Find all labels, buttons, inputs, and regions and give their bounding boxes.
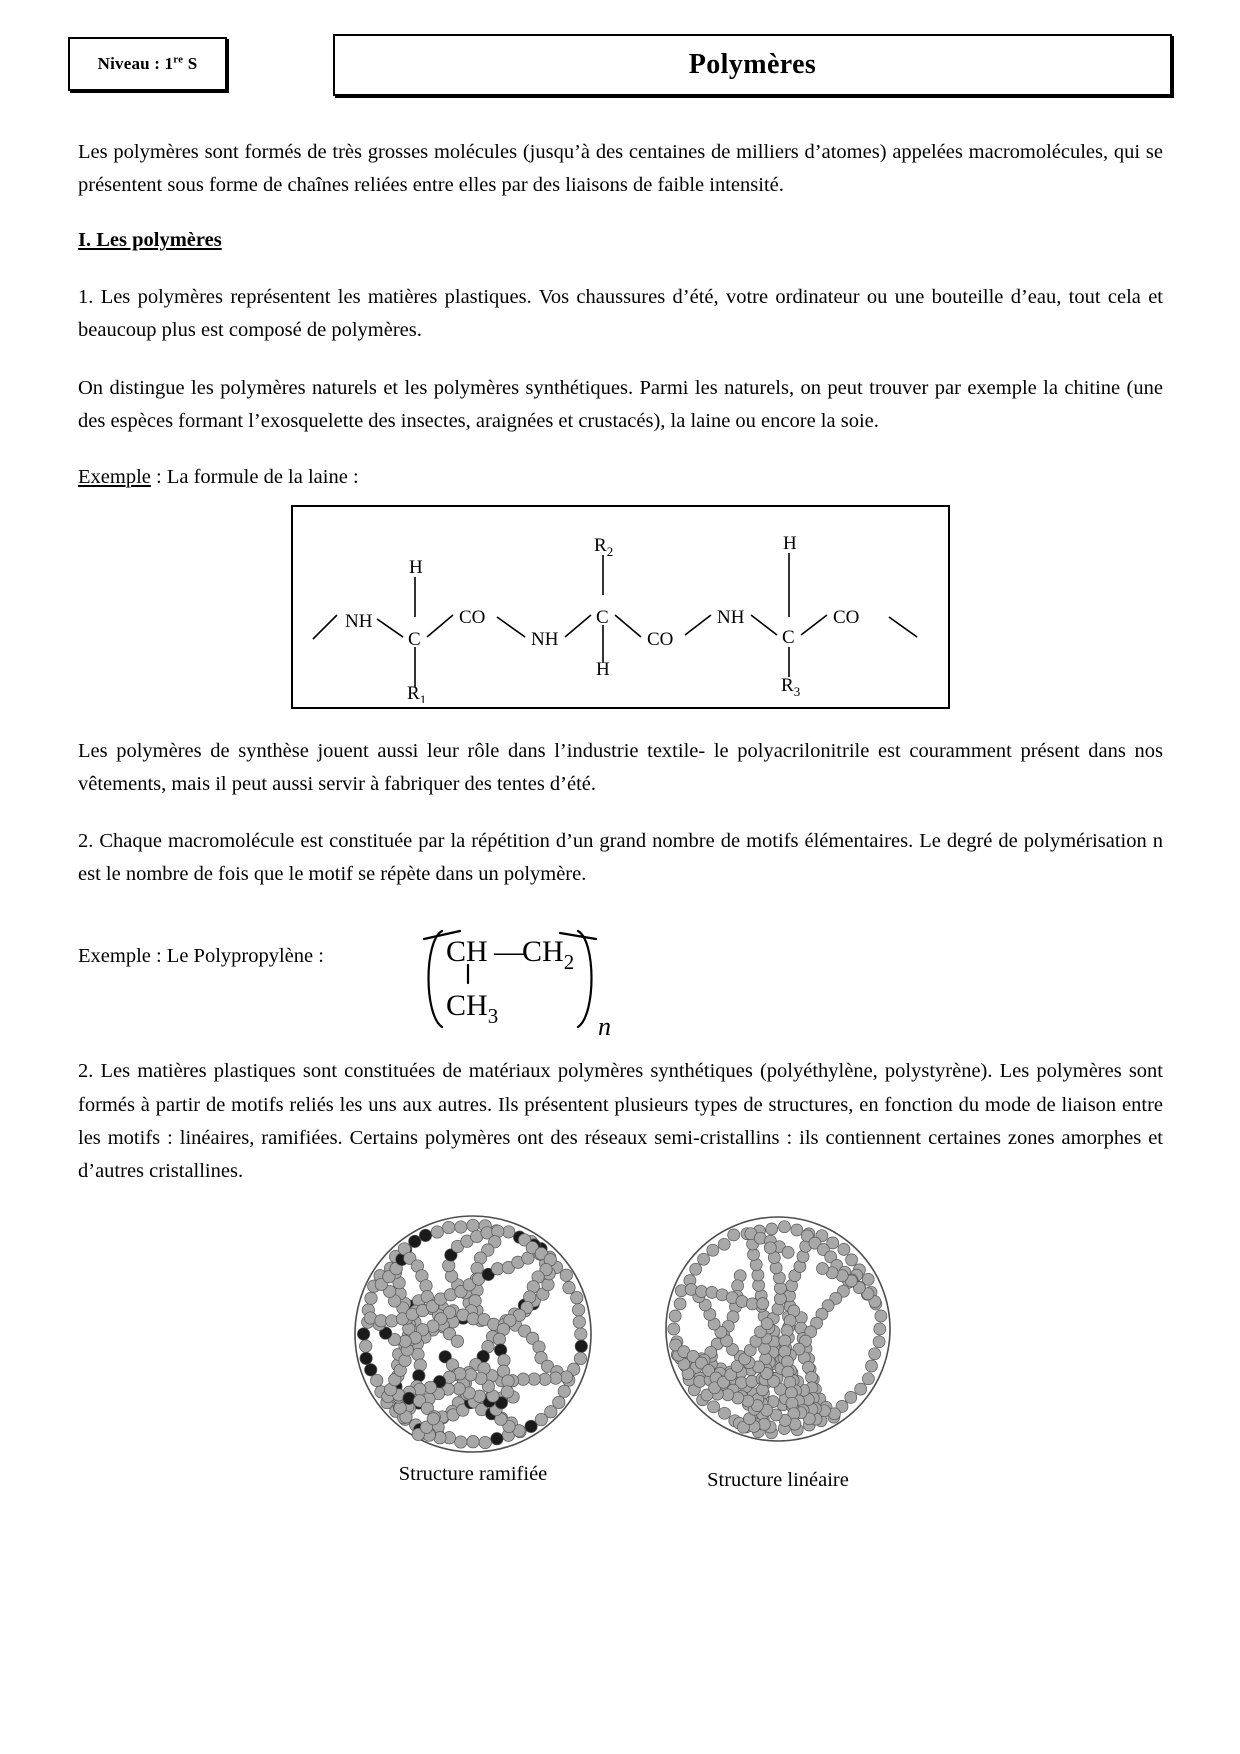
polymer-bead [558, 1385, 570, 1397]
polymer-bead [844, 1392, 856, 1404]
polymer-bead [786, 1398, 798, 1410]
polymer-bead [865, 1360, 877, 1372]
wool-label-nh-3: NH [717, 606, 745, 628]
polymer-bead [490, 1433, 502, 1445]
wool-formula-figure [78, 505, 1163, 709]
polymer-bead [697, 1253, 709, 1265]
polymer-bead [491, 1263, 503, 1275]
pp-label-ch3: $CH_3$ [445, 989, 499, 1029]
polymer-bead [693, 1376, 705, 1388]
polymer-bead [873, 1336, 885, 1348]
page-title: Polymères [688, 49, 817, 80]
polymer-bead [770, 1262, 782, 1274]
polymer-bead [574, 1328, 586, 1340]
polymer-bead [756, 1298, 768, 1310]
wool-formula-diagram [293, 507, 944, 703]
polymer-bead [862, 1373, 874, 1385]
polymer-bead [466, 1436, 478, 1448]
wool-label-co-1: CO [459, 606, 486, 628]
polymer-bead [393, 1402, 405, 1414]
pp-label-ch: CH [445, 935, 488, 969]
polymer-bead [385, 1315, 397, 1327]
structure-branched [346, 1212, 601, 1492]
polymer-bead [560, 1371, 572, 1383]
polymer-bead [357, 1328, 369, 1340]
polymer-bead [502, 1226, 514, 1238]
polymer-bead [427, 1413, 439, 1425]
polymer-bead [727, 1229, 739, 1241]
wool-label-co-2: CO [647, 628, 674, 650]
polymer-bead [747, 1249, 759, 1261]
polymer-bead [685, 1284, 697, 1296]
wool-label-h-top-3: H [783, 532, 797, 554]
paragraph-3: Les polymères de synthèse jouent aussi leur rôle dans l’industrie textile- le polyacrilonitrile est couramment présent dans nos vêtements, mais il peut aussi servir à fabriquer des tentes d’été. [78, 739, 1163, 795]
wool-label-nh-1: NH [345, 610, 373, 632]
polymer-bead [705, 1287, 717, 1299]
pp-label-n: n [597, 1012, 611, 1042]
polymer-bead [454, 1436, 466, 1448]
polymer-bead [761, 1318, 773, 1330]
polypropylene-formula-diagram [402, 915, 642, 1045]
polymer-bead [442, 1260, 454, 1272]
level-badge [68, 37, 227, 91]
polymer-bead [751, 1269, 763, 1281]
structure-linear [661, 1212, 896, 1492]
polymer-bead [718, 1408, 730, 1420]
example-wool-line [78, 462, 1163, 493]
polymer-bead [501, 1386, 513, 1398]
polymer-bead [707, 1401, 719, 1413]
polymer-bead [419, 1229, 431, 1241]
branched-structure-diagram [346, 1212, 601, 1457]
polymer-bead [532, 1341, 544, 1353]
paragraph-1: 1. Les polymères représentent les matières plastiques. Vos chaussures d’été, votre ordinateur ou une bouteille d’eau, tout cela et beaucoup plus est composé de polymères. [78, 286, 1163, 342]
polymer-bead [442, 1222, 454, 1234]
wool-label-h-bottom-2: H [596, 658, 610, 680]
polymer-bead [790, 1224, 802, 1236]
paragraph-4: 2. Chaque macromolécule est constituée par la répétition d’un grand nombre de motifs élémentaires. Le degré de polymérisation n est le nombre de fois que le motif se répète dans un polymère. [78, 830, 1163, 886]
linear-structure-caption: Structure linéaire [707, 1469, 849, 1492]
wool-formula-box [291, 505, 950, 709]
polymer-bead [765, 1223, 777, 1235]
polymer-bead [479, 1437, 491, 1449]
polymer-bead [778, 1221, 790, 1233]
polymer-bead [669, 1310, 681, 1322]
intro-paragraph: Les polymères sont formés de très grosses molécules (jusqu’à des centaines de milliers d’atomes) appelées macromolécules, qui se présentent sous forme de chaînes reliées entre elles par des liaisons de faible intensité. [78, 141, 1163, 197]
wool-label-nh-2: NH [531, 628, 559, 650]
polymer-bead [574, 1353, 586, 1365]
polymer-bead [837, 1244, 849, 1256]
polymer-bead [854, 1383, 866, 1395]
polymer-bead [452, 1383, 464, 1395]
pp-label-dash: — [493, 935, 524, 969]
polymer-bead [412, 1370, 424, 1382]
polymer-bead [364, 1292, 376, 1304]
polymer-bead [689, 1263, 701, 1275]
paragraph-5: 2. Les matières plastiques sont constituées de matériaux polymères synthétiques (polyéthylène, polystyrène). Les polymères sont formés à partir de motifs reliés les uns aux autres. Ils présentent plusieurs types de structures, en fonction du mode de liaison entre les motifs : linéaires, ramifiées. Certains polymères ont des réseaux semi-cristallins : ils contiennent certaines zones amorphes et d’autres cristallines. [78, 1060, 1163, 1183]
linear-structure-diagram [661, 1212, 896, 1447]
polymer-bead [718, 1239, 730, 1251]
wool-label-r2: $R_2$ [594, 534, 614, 559]
polymer-bead [782, 1247, 794, 1259]
wool-label-r3: $R_3$ [781, 674, 801, 699]
polymer-bead [573, 1316, 585, 1328]
polymer-bead [781, 1366, 793, 1378]
polypropylene-example-row [78, 915, 1163, 1045]
polymer-bead [364, 1364, 376, 1376]
polymer-bead [874, 1310, 886, 1322]
polymer-bead [560, 1269, 572, 1281]
wool-label-co-3: CO [833, 606, 860, 628]
polymer-bead [667, 1323, 679, 1335]
paragraph-2: On distingue les polymères naturels et les polymères synthétiques. Parmi les naturels, on peut trouver par exemple la chitine (une des espèces formant l’exosquelette des insectes, araignées et crustacés), la laine ou encore la soie. [78, 376, 1163, 432]
wool-label-c-1: C [408, 628, 421, 650]
polymer-bead [674, 1298, 686, 1310]
polymer-bead [451, 1335, 463, 1347]
polypropylene-formula-figure [402, 915, 642, 1045]
polymer-bead [764, 1242, 776, 1254]
polymer-bead [758, 1419, 770, 1431]
polymer-bead [419, 1280, 431, 1292]
wool-label-c-3: C [782, 626, 795, 648]
example-wool-rest: : La formule de la laine : [150, 465, 359, 488]
polymer-bead [736, 1296, 748, 1308]
polymer-bead [431, 1226, 443, 1238]
polymer-bead [570, 1292, 582, 1304]
polymer-bead [572, 1304, 584, 1316]
polymer-bead [783, 1377, 795, 1389]
polymer-bead [873, 1323, 885, 1335]
polymer-bead [398, 1355, 410, 1367]
wool-label-r1: $R_1$ [407, 682, 427, 703]
document-header [68, 34, 1172, 96]
polymer-bead [454, 1221, 466, 1233]
document-title-box [333, 34, 1172, 96]
example-wool-label: Exemple [78, 465, 151, 488]
wool-label-c-2: C [596, 606, 609, 628]
wool-label-h-top-1: H [409, 556, 423, 578]
example-polypropylene-label: Exemple : Le Polypropylène : [78, 945, 324, 968]
polymer-bead [562, 1282, 574, 1294]
polymer-bead [359, 1340, 371, 1352]
level-ordinal-suffix: re [173, 53, 184, 66]
branched-structure-caption: Structure ramifiée [398, 1463, 548, 1486]
polymer-bead [359, 1352, 371, 1364]
polymer-bead [517, 1373, 529, 1385]
polymer-bead [549, 1372, 561, 1384]
polymer-bead [527, 1373, 539, 1385]
polymer-bead [493, 1333, 505, 1345]
polymer-bead [408, 1235, 420, 1247]
polymer-bead [845, 1254, 857, 1266]
polymer-bead [816, 1263, 828, 1275]
polymer-bead [781, 1325, 793, 1337]
polymer-bead [868, 1348, 880, 1360]
section-heading-1: I. Les polymères [78, 229, 222, 252]
polymer-bead [524, 1420, 536, 1432]
polymer-bead [464, 1369, 476, 1381]
polymer-bead [575, 1340, 587, 1352]
polymer-bead [424, 1381, 436, 1393]
document-body [78, 136, 1163, 1492]
polymer-bead [706, 1244, 718, 1256]
polymer-bead [466, 1219, 478, 1231]
polymer-structures-figure [78, 1212, 1163, 1492]
level-badge-text: Niveau : 1re S [97, 53, 198, 73]
pp-label-ch2: $CH_2$ [521, 935, 575, 975]
polymer-bead [774, 1283, 786, 1295]
